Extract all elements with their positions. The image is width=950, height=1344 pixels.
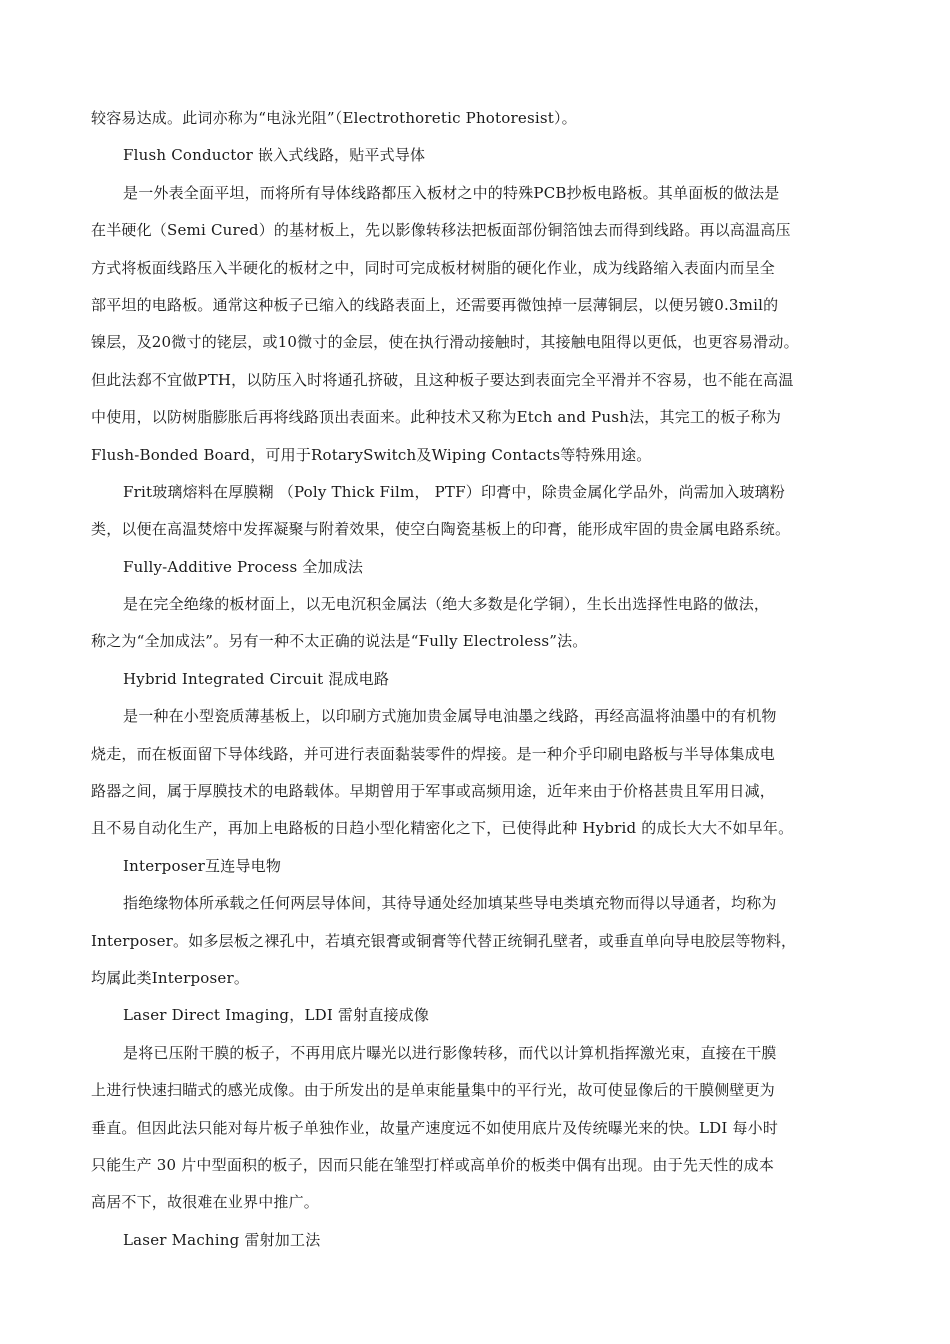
- text-line: 只能生产 30 片中型面积的板子，因而只能在雏型打样或高单价的板类中偶有出现。由于先天性的成本: [91, 1155, 775, 1174]
- term-heading: Fully-Additive Process 全加成法: [123, 557, 364, 576]
- text-line: 高居不下，故很难在业界中推广。: [91, 1193, 320, 1212]
- text-line: Flush-Bonded Board，可用于RotarySwitch及Wiping Contacts等特殊用途。: [91, 445, 652, 464]
- text-line: 均属此类Interposer。: [91, 968, 250, 987]
- term-heading: Laser Maching 雷射加工法: [123, 1230, 321, 1249]
- term-heading: Hybrid Integrated Circuit 混成电路: [123, 669, 390, 688]
- text-line: 且不易自动化生产，再加上电路板的日趋小型化精密化之下，已使得此种 Hybrid 的成长大大不如早年。: [91, 819, 794, 838]
- text-line: 部平坦的电路板。通常这种板子已缩入的线路表面上，还需要再微蚀掉一层薄铜层，以便另镀0.3mil的: [91, 295, 779, 314]
- text-line: 称之为“全加成法”。另有一种不太正确的说法是“Fully Electroless”法。: [91, 632, 588, 651]
- text-line: 烧走，而在板面留下导体线路，并可进行表面黏装零件的焊接。是一种介乎印刷电路板与半导体集成电: [91, 744, 776, 763]
- text-line: 镍层，及20微寸的铑层，或10微寸的金层，使在执行滑动接触时，其接触电阻得以更低，也更容易滑动。: [91, 333, 799, 352]
- term-heading: Interposer互连导电物: [123, 856, 282, 875]
- text-line: Interposer。如多层板之裸孔中，若填充银膏或铜膏等代替正统铜孔壁者，或垂直单向导电胶层等物料，: [91, 931, 797, 950]
- paragraph-first-line: 是在完全绝缘的板材面上，以无电沉积金属法（绝大多数是化学铜），生长出选择性电路的做法，: [123, 595, 770, 614]
- paragraph-first-line: 是一外表全面平坦，而将所有导体线路都压入板材之中的特殊PCB抄板电路板。其单面板的做法是: [123, 183, 780, 202]
- text-line: 垂直。但因此法只能对每片板子单独作业，故量产速度远不如使用底片及传统曝光来的快。LDI 每小时: [91, 1118, 779, 1137]
- text-line: 类，以便在高温焚熔中发挥凝聚与附着效果，使空白陶瓷基板上的印膏，能形成牢固的贵金属电路系统。: [91, 520, 791, 539]
- text-line: 但此法郄不宜做PTH，以防压入时将通孔挤破，且这种板子要达到表面完全平滑并不容易，也不能在高温: [91, 370, 794, 389]
- text-line: 上进行快速扫瞄式的感光成像。由于所发出的是单束能量集中的平行光，故可使显像后的干膜侧壁更为: [91, 1081, 776, 1100]
- text-line: 中使用，以防树脂膨胀后再将线路顶出表面来。此种技术又称为Etch and Push法，其完工的板子称为: [91, 408, 782, 427]
- document-body: [91, 100, 861, 1259]
- text-line: 在半硬化（Semi Cured）的基材板上，先以影像转移法把板面部份铜箔蚀去而得到线路。再以高温高压: [91, 221, 791, 240]
- text-line: 方式将板面线路压入半硬化的板材之中，同时可完成板材树脂的硬化作业，成为线路缩入表面内而呈全: [91, 258, 776, 277]
- paragraph-first-line: 是一种在小型瓷质薄基板上，以印刷方式施加贵金属导电油墨之线路，再经高温将油墨中的有机物: [123, 707, 777, 726]
- term-heading: Flush Conductor 嵌入式线路，贴平式导体: [123, 146, 426, 165]
- term-heading: Laser Direct Imaging，LDI 雷射直接成像: [123, 1006, 430, 1025]
- paragraph-first-line: 是将已压附干膜的板子，不再用底片曝光以进行影像转移，而代以计算机指挥激光束，直接在干膜: [123, 1043, 777, 1062]
- paragraph-first-line: 指绝缘物体所承载之任何两层导体间，其待导通处经加填某些导电类填充物而得以导通者，均称为: [123, 894, 777, 913]
- paragraph-first-line: Frit玻璃熔料在厚膜糊 （Poly Thick Film， PTF）印膏中，除贵金属化学品外，尚需加入玻璃粉: [123, 482, 785, 501]
- text-line: 路器之间，属于厚膜技术的电路载体。早期曾用于军事或高频用途，近年来由于价格甚贵且军用日减，: [91, 782, 776, 801]
- text-line: 较容易达成。此词亦称为“电泳光阻”（Electrothoretic Photoresist）。: [91, 109, 577, 127]
